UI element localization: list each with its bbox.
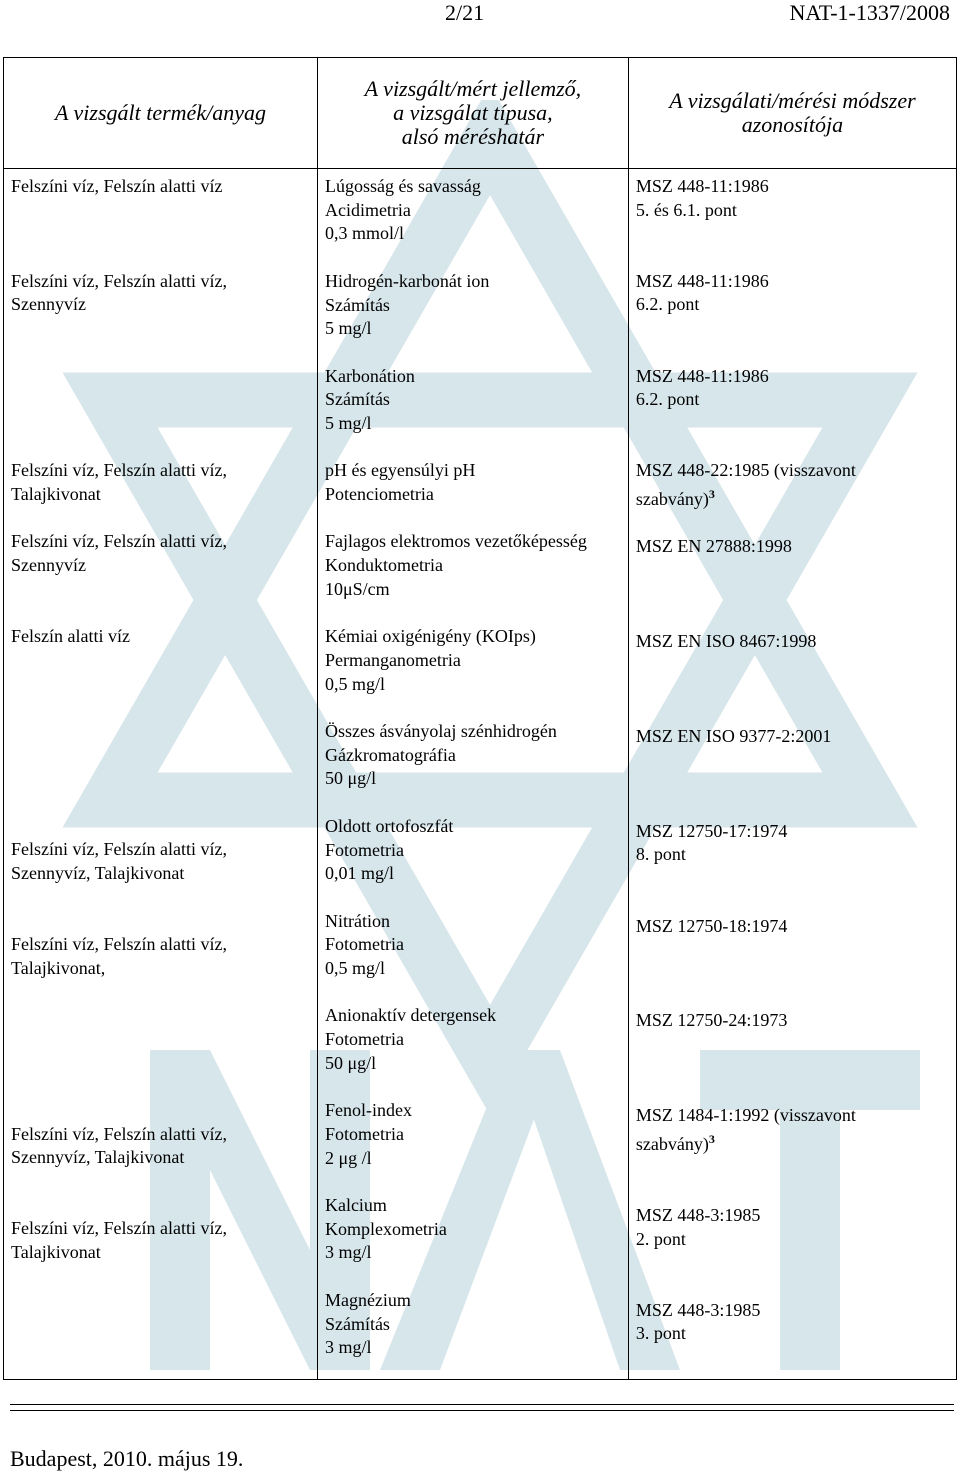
method-column: MSZ 448-11:1986 5. és 6.1. pont MSZ 448-11:1986 6.2. pont MSZ 448-11:1986 6.2. pont MSZ 448-22:1985 (visszavont szabvány)$^3$ MSZ EN 27888:1998 MSZ EN ISO 8467:1998 MSZ EN ISO 9377-2:2001 MSZ 12750-17:1974 8. pont MSZ 12750-18:1974 MSZ 12750-24:1973 MSZ 1484-1:1992 (visszavont szabvány)$^3$ MSZ 448-3:1985 2. pont MSZ 448-3:1985 3. pont xyxy=(628,169,956,1380)
header-product: A vizsgált termék/anyag xyxy=(4,58,318,169)
property-column: Lúgosság és savasság Acidimetria 0,3 mmol/l Hidrogén-karbonát ion Számítás 5 mg/l Karbonátion Számítás 5 mg/l pH és egyensúlyi pH Potenciometria Fajlagos elektromos vezetőképesség Konduktometria 10μS/cm Kémiai oxigénigény (KOIps) Permanganometria 0,5 mg/l Összes ásványolaj szénhidrogén Gázkromatográfia 50 μg/l Oldott ortofoszfát Fotometria 0,01 mg/l Nitrátion Fotometria 0,5 mg/l Anionaktív detergensek Fotometria 50 μg/l Fenol-index Fotometria 2 μg /l Kalcium Komplexometria 3 mg/l Magnézium Számítás 3 mg/l xyxy=(317,169,628,1380)
document-id: NAT-1-1337/2008 xyxy=(789,0,950,25)
page-number: 2/21 xyxy=(445,0,485,25)
footer-divider-bottom xyxy=(10,1410,954,1411)
footer-divider-top xyxy=(10,1404,954,1405)
accreditation-table xyxy=(3,57,957,1380)
table-body-row xyxy=(4,169,957,1380)
product-column: Felszíni víz, Felszín alatti víz Felszíni víz, Felszín alatti víz, Szennyvíz Felszíni víz, Felszín alatti víz, Talajkivonat Felszíni víz, Felszín alatti víz, Szennyvíz Felszín alatti víz Felszíni víz, Felszín alatti víz, Szennyvíz, Talajkivonat Felszíni víz, Felszín alatti víz, Talajkivonat, Felszíni víz, Felszín alatti víz, Szennyvíz, Talajkivonat Felszíni víz, Felszín alatti víz, Talajkivonat xyxy=(4,169,318,1380)
header-method: A vizsgálati/mérési módszer azonosítója xyxy=(628,58,956,169)
header-property: A vizsgált/mért jellemző, a vizsgálat típusa, alsó méréshatár xyxy=(317,58,628,169)
footer-date: Budapest, 2010. május 19. xyxy=(10,1446,244,1471)
